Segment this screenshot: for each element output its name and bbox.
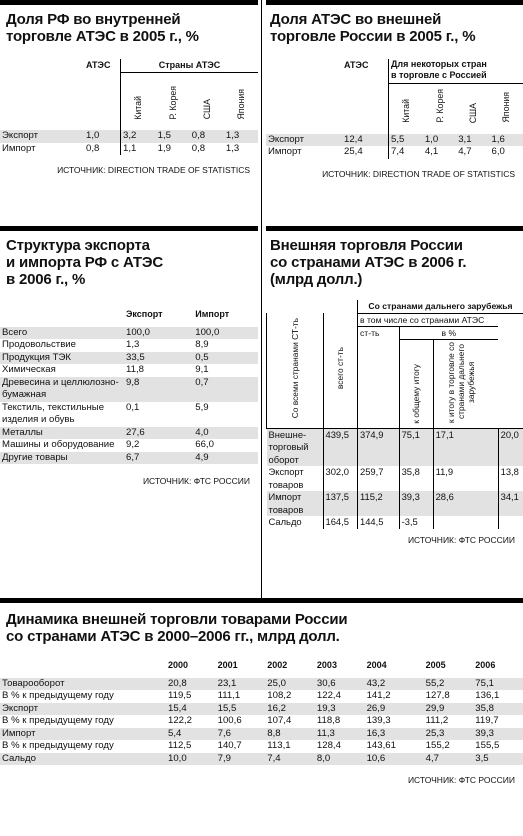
table-title: Доля РФ во внутренней торговле АТЭС в 2005 г., %	[6, 11, 199, 45]
col-header-year: 2006	[475, 660, 496, 670]
data-table	[266, 59, 523, 159]
table-row: Металлы 27,6 4,0	[0, 427, 258, 440]
table-row: Древесина и целлюлозно-бумажная 9,8 0,7	[0, 377, 258, 402]
data-table	[0, 308, 258, 464]
table-row: Сальдо 164,5 144,5 -3,5	[267, 516, 523, 529]
table-row: Импорт 0,8 1,1 1,9 0,8 1,3	[2, 142, 240, 154]
col-header-to-far: к итогу в торговле со странами дальнего зарубежья	[445, 341, 476, 423]
table-row: Машины и оборудование 9,2 66,0	[2, 439, 214, 450]
table-russia-apec-trade-2006	[266, 226, 523, 545]
table-share-rf-in-apec	[0, 0, 258, 175]
col-header-country: Р. Корея	[434, 89, 445, 123]
table-row: В % к предыдущему году 122,2 100,6 107,4 118,8 139,3 111,2 119,7	[2, 715, 499, 726]
table-row: В % к предыдущему году 119,5 111,1 108,2 122,4 141,2 127,8 136,1	[2, 690, 500, 701]
col-header-year: 2000	[168, 660, 189, 670]
table-row: Импорт 25,4 7,4 4,1 4,7 6,0	[268, 146, 505, 157]
data-table	[0, 59, 258, 155]
col-header-far-abroad: Со странами дальнего зарубежья	[358, 300, 523, 313]
col-header-ates: АТЭС	[344, 60, 369, 70]
col-header-all-countries: Со всеми странами СТ-ть	[289, 318, 300, 419]
col-header-total: всего ст-ть	[335, 347, 346, 390]
table-row: Текстиль, текстильные изделия и обувь 0,1 5,9	[2, 401, 209, 425]
table-row: Экспорт 15,4 15,5 16,2 19,3 26,9 29,9 35,8	[0, 703, 523, 716]
table-row: Импорт товаров 137,5 115,2 39,3 28,6 34,1	[267, 491, 523, 516]
table-row: Экспорт 12,4 5,5 1,0 3,1 1,6	[266, 134, 523, 147]
title-bar	[266, 226, 523, 231]
table-share-apec-in-russia	[266, 0, 523, 179]
source-note: ИСТОЧНИК: ФТС РОССИИ	[407, 534, 515, 545]
col-header-year: 2002	[267, 660, 288, 670]
table-title: Внешняя торговля России со странами АТЭС в 2006 г. (млрд долл.)	[270, 237, 467, 288]
col-header-country: США	[201, 99, 212, 120]
col-header-country: США	[467, 102, 478, 123]
table-row: Продовольствие 1,3 8,9	[2, 339, 209, 350]
col-header-some-countries: Для некоторых стран в торговле с Россией	[389, 59, 523, 84]
col-header-countries: Страны АТЭС	[121, 59, 259, 72]
col-header-country: Китай	[400, 99, 411, 123]
title-bar	[0, 0, 258, 5]
table-structure-export-import	[0, 226, 258, 486]
source-note: ИСТОЧНИК: DIRECTION TRADE OF STATISTICS	[57, 165, 250, 175]
table-row: Химическая 11,8 9,1	[2, 364, 209, 375]
column-divider	[261, 0, 262, 600]
title-bar	[266, 0, 523, 5]
table-title: Доля АТЭС во внешней торговле России в 2005 г., %	[270, 11, 476, 45]
col-header-year: 2005	[425, 660, 446, 670]
table-row: Товарооборот 20,8 23,1 25,0 30,6 43,2 55,2 75,1	[0, 678, 523, 691]
table-row: Другие товары 6,7 4,9	[0, 452, 258, 465]
table-row: Всего 100,0 100,0	[0, 327, 258, 340]
table-row: Экспорт 1,0 3,2 1,5 0,8 1,3	[0, 130, 258, 143]
col-header-cost: ст-ть	[358, 326, 400, 428]
data-table	[0, 659, 523, 765]
col-header-country: Япония	[501, 92, 512, 123]
table-row: Импорт 5,4 7,6 8,8 11,3 16,3 25,3 39,3	[0, 728, 523, 741]
col-header-country: Япония	[235, 88, 246, 120]
col-header-to-total: к общему итогу	[411, 364, 422, 424]
table-title: Динамика внешней торговли товарами России со странами АТЭС в 2000–2006 гг., млрд долл.	[6, 611, 348, 645]
table-trade-dynamics	[0, 598, 523, 785]
table-row: Экспорт товаров 302,0 259,7 35,8 11,9 13,8	[267, 466, 523, 491]
table-title: Структура экспорта и импорта РФ с АТЭС в 2006 г., %	[6, 237, 163, 288]
col-header-year: 2004	[366, 660, 387, 670]
col-header-country: Китай	[133, 95, 144, 120]
table-row: Внешне-торговый оборот 439,5 374,9 75,1 17,1 20,0	[267, 428, 523, 466]
col-header-year: 2003	[316, 660, 337, 670]
table-row: Сальдо 10,0 7,9 7,4 8,0 10,6 4,7 3,5	[0, 753, 523, 766]
title-bar	[0, 598, 523, 603]
col-header-year: 2001	[217, 660, 238, 670]
col-header-import: Импорт	[195, 309, 230, 319]
col-header-country: Р. Корея	[167, 85, 178, 120]
col-header-export: Экспорт	[126, 309, 163, 319]
table-row: В % к предыдущему году 112,5 140,7 113,1 128,4 143,61 155,2 155,5	[2, 740, 500, 751]
data-table	[266, 300, 523, 529]
source-note: ИСТОЧНИК: DIRECTION TRADE OF STATISTICS	[322, 168, 515, 179]
source-note: ИСТОЧНИК: ФТС РОССИИ	[142, 476, 250, 486]
table-row: Продукция ТЭК 33,5 0,5	[0, 352, 258, 365]
col-header-percent: в %	[399, 326, 498, 340]
col-header-incl-apec: в том числе со странами АТЭС	[358, 313, 499, 326]
title-bar	[0, 226, 258, 231]
col-header-ates: АТЭС	[86, 60, 111, 70]
source-note: ИСТОЧНИК: ФТС РОССИИ	[407, 775, 515, 785]
